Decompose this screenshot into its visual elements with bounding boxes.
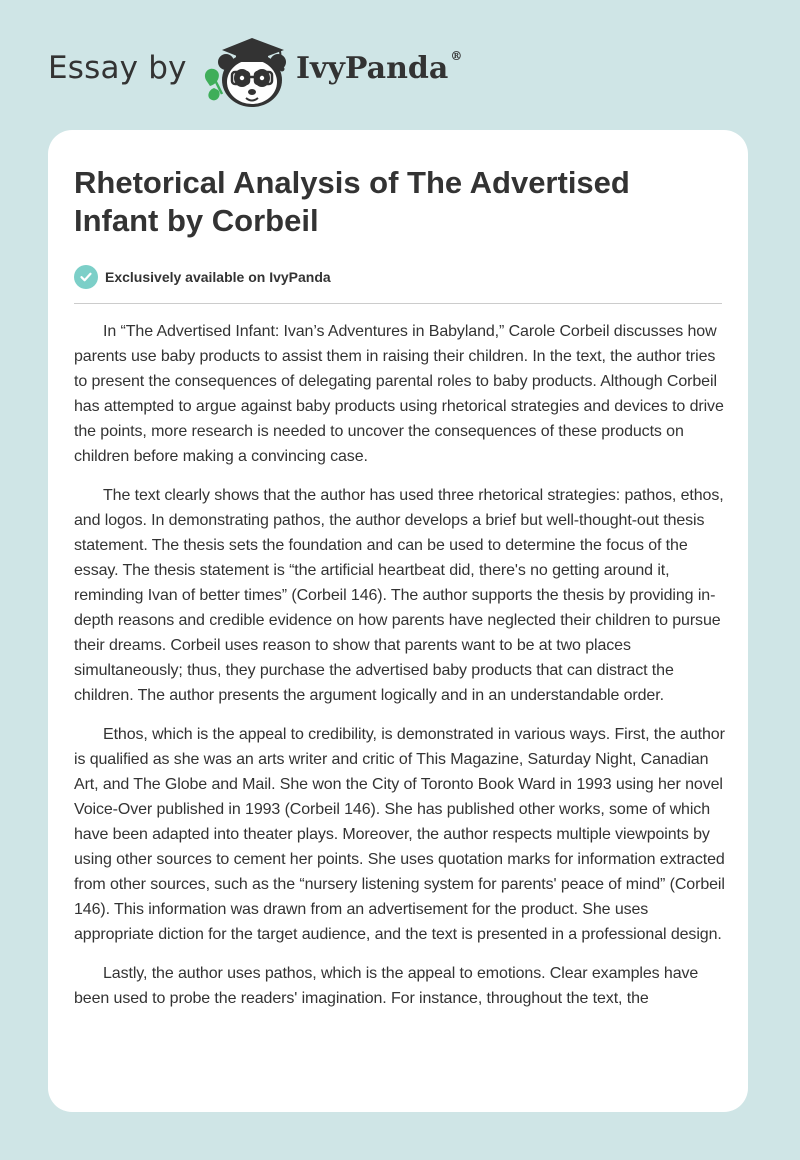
- essay-by-label: Essay by: [48, 50, 187, 86]
- brand-name[interactable]: IvyPanda ®: [296, 49, 463, 86]
- paragraph: In “The Advertised Infant: Ivan’s Adventures in Babyland,” Carole Corbeil discusses how parents use baby products to assist them in raising their children. In the text, the author tries to present the consequences of delegating parental roles to baby products. Although Corbeil has attempted to argue against baby products using rhetorical strategies and devices to drive the points, more research is needed to uncover the consequences of these products on children before making a convincing case.: [74, 323, 724, 465]
- site-header: [0, 0, 800, 120]
- paragraph: Ethos, which is the appeal to credibility, is demonstrated in various ways. First, the author is qualified as she was an arts writer and critic of This Magazine, Saturday Night, Canadian Art, and The Globe and Mail. She won the City of Toronto Book Ward in 1993 using her novel Voice-Over published in 1993 (Corbeil 146). She has published other works, some of which have been adapted into theater plays. Moreover, the author respects multiple viewpoints by using other sources to cement her points. She uses quotation marks for information extracted from other sources, such as the “nursery listening system for parents' peace of mind” (Corbeil 146). This information was drawn from an advertisement for the product. She uses appropriate diction for the target audience, and the text is presented in a professional design.: [74, 726, 725, 943]
- paragraph: Lastly, the author uses pathos, which is the appeal to emotions. Clear examples have been used to probe the readers' imagination. For instance, throughout the text, the: [74, 965, 699, 1007]
- page-title: Rhetorical Analysis of The Advertised Infant by Corbeil: [74, 165, 630, 238]
- panda-logo-icon[interactable]: [200, 32, 296, 112]
- article-card: [48, 130, 748, 1112]
- exclusive-badge: [74, 264, 331, 290]
- checkmark-icon: [74, 265, 98, 289]
- registered-mark: ®: [450, 49, 463, 63]
- paragraph: The text clearly shows that the author has used three rhetorical strategies: pathos, ethos, and logos. In demonstrating pathos, the author develops a brief but well-thought-out thesis statement. The thesis sets the foundation and can be used to determine the focus of the essay. The thesis statement is “the artificial heartbeat did, there's no getting around it, reminding Ivan of better times” (Corbeil 146). The author supports the thesis by providing in-depth reasons and credible evidence on how parents have neglected their children to pursue their dreams. Corbeil uses reason to show that parents want to be at two places simultaneously; thus, they purchase the advertised baby products that can distract the children. The author presents the argument logically and in an understandable order.: [74, 487, 724, 704]
- divider: [74, 303, 722, 304]
- badge-text: Exclusively available on IvyPanda: [105, 269, 331, 285]
- article-body: [74, 319, 726, 1099]
